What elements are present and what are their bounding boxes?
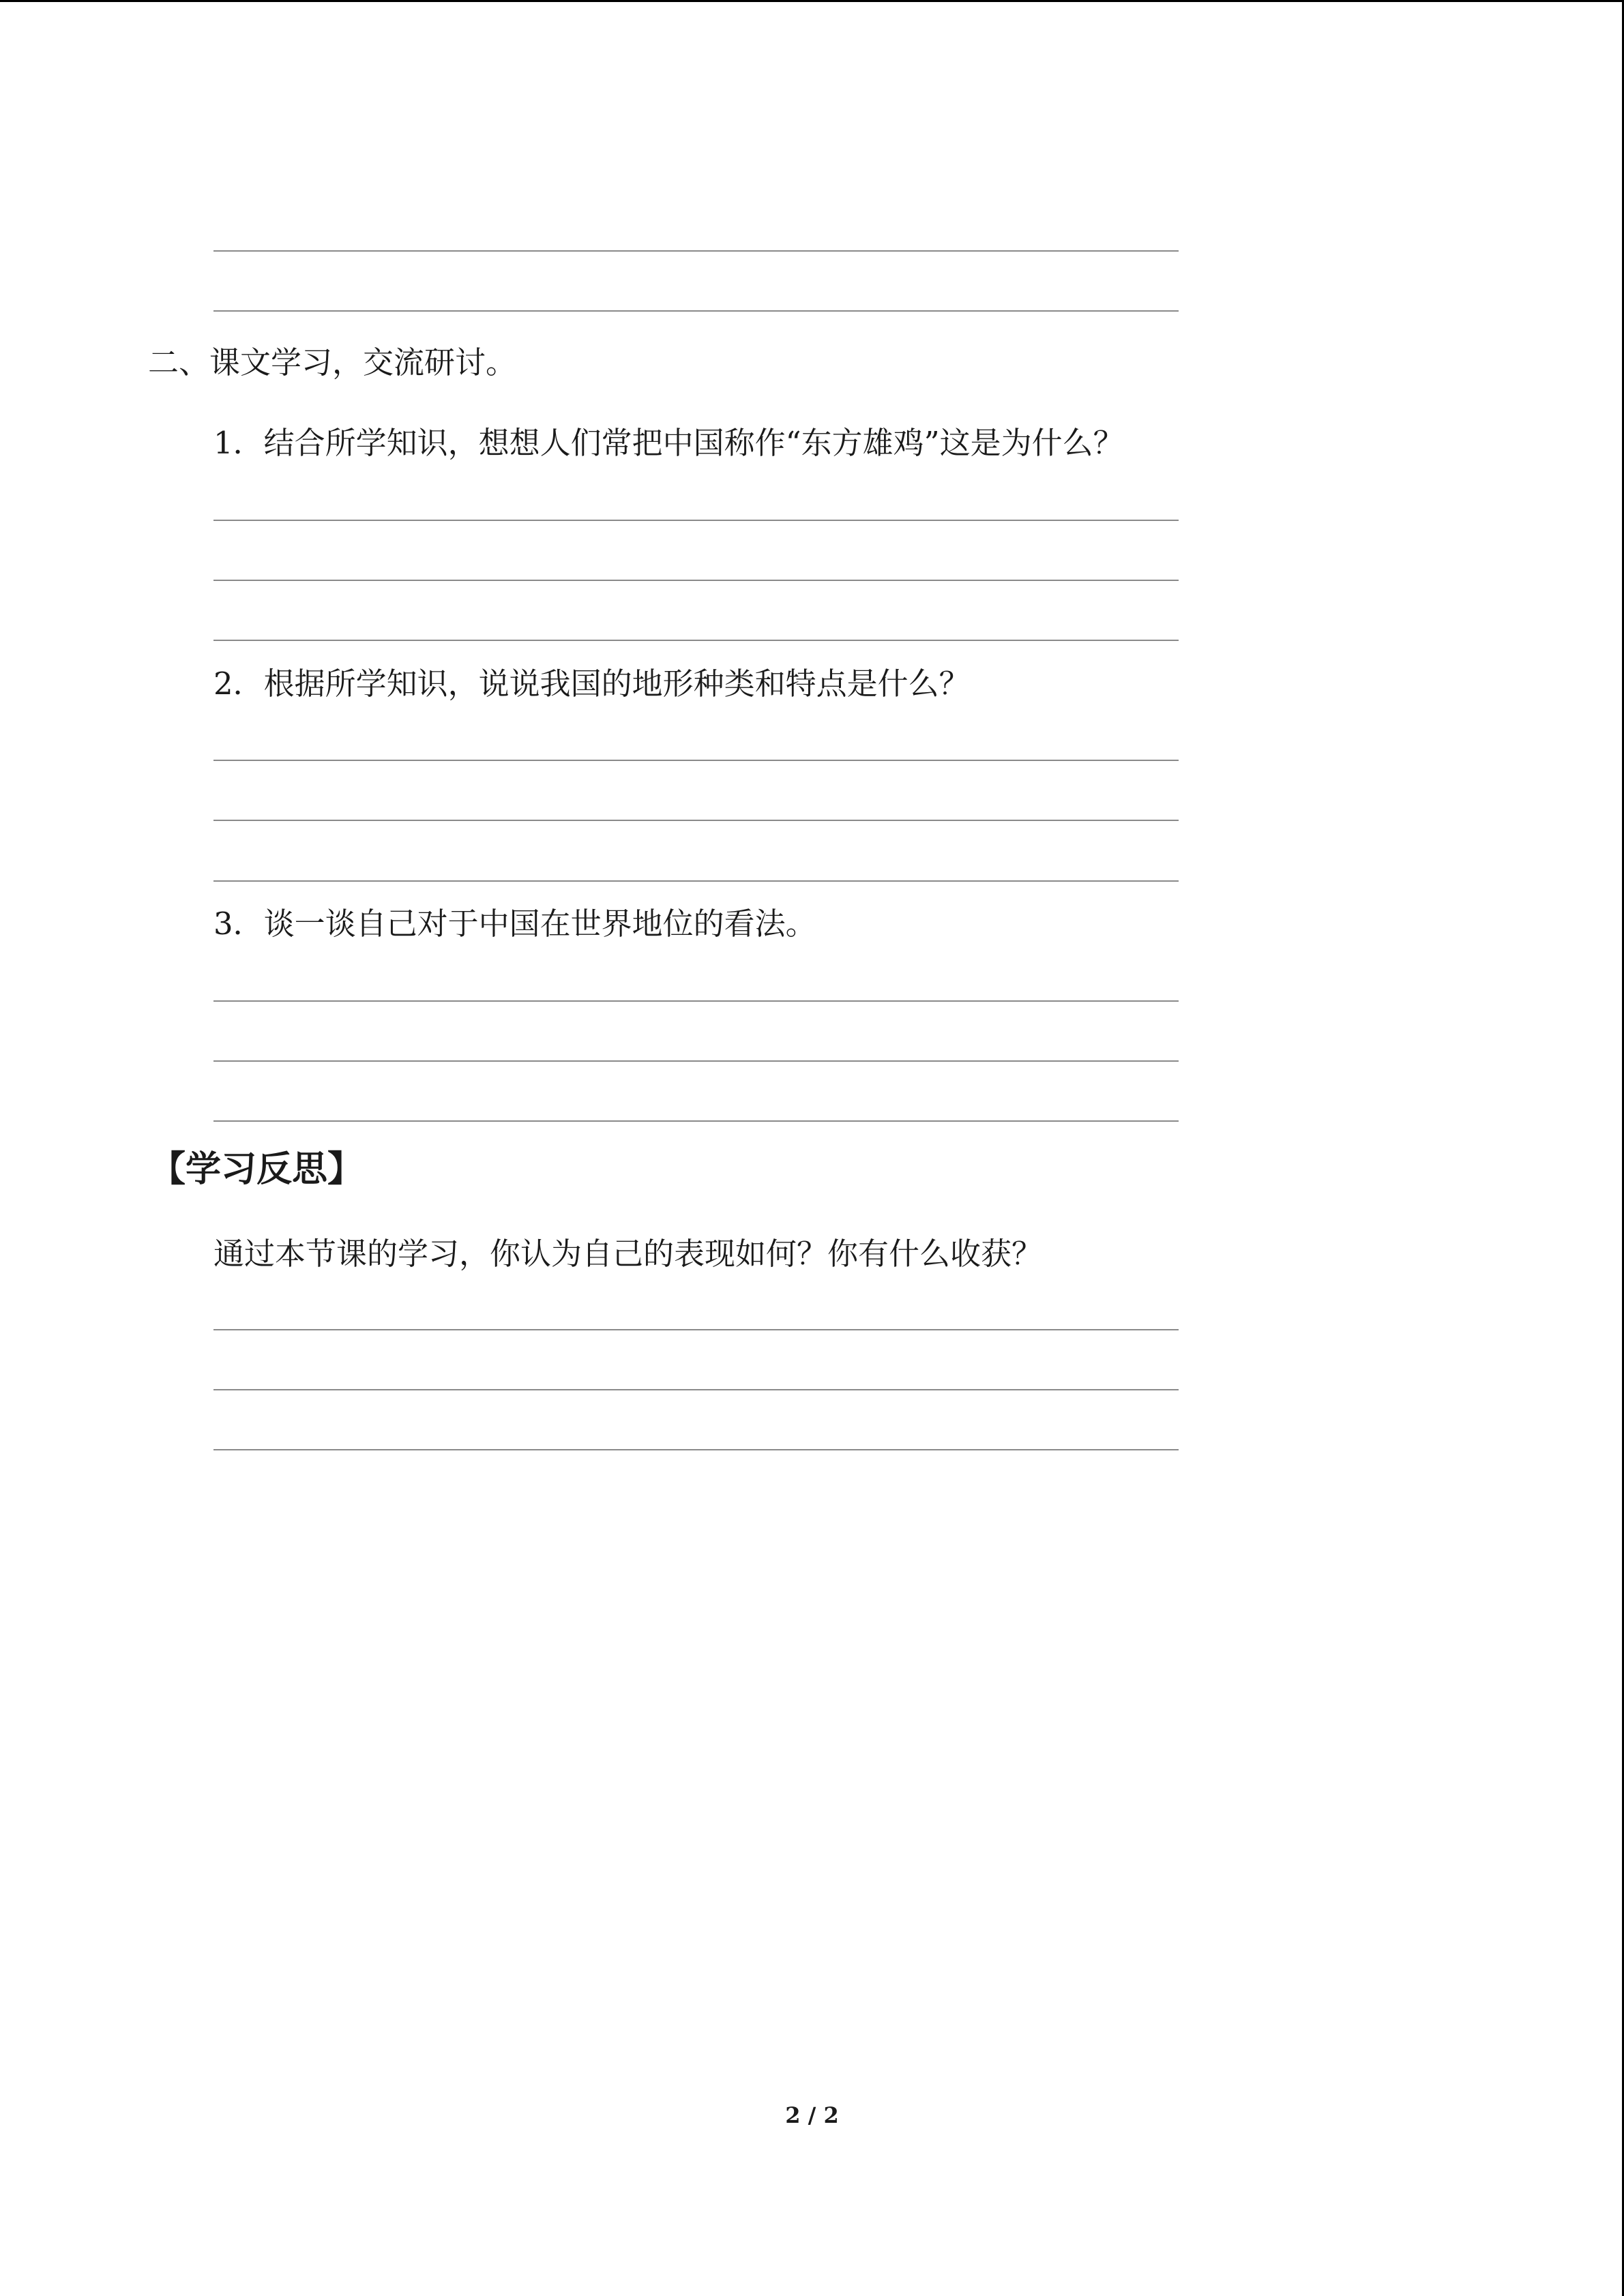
question-1: 1．结合所学知识，想想人们常把中国称作“东方雄鸡”这是为什么？ — [213, 425, 1124, 461]
reflection-prompt: 通过本节课的学习，你认为自己的表现如何？你有什么收获？ — [213, 1236, 1043, 1272]
answer-line[interactable] — [213, 880, 1179, 882]
section-heading: 二、课文学习，交流研讨。 — [148, 344, 517, 381]
answer-line[interactable] — [213, 580, 1179, 581]
answer-line[interactable] — [213, 1449, 1179, 1450]
answer-line[interactable] — [213, 310, 1179, 312]
question-3: 3．谈一谈自己对于中国在世界地位的看法。 — [213, 906, 816, 942]
answer-line[interactable] — [213, 1120, 1179, 1122]
answer-line[interactable] — [213, 1329, 1179, 1330]
answer-line[interactable] — [213, 1000, 1179, 1002]
answer-line[interactable] — [213, 1389, 1179, 1390]
answer-line[interactable] — [213, 640, 1179, 641]
answer-line[interactable] — [213, 250, 1179, 252]
answer-line[interactable] — [213, 760, 1179, 761]
answer-line[interactable] — [213, 820, 1179, 821]
answer-line[interactable] — [213, 1060, 1179, 1062]
answer-line[interactable] — [213, 520, 1179, 521]
question-2: 2．根据所学知识，说说我国的地形种类和特点是什么？ — [213, 666, 970, 702]
page-top-border — [0, 0, 1624, 2]
page-number: 2 / 2 — [785, 2102, 839, 2128]
reflection-heading: 【学习反思】 — [150, 1149, 364, 1190]
